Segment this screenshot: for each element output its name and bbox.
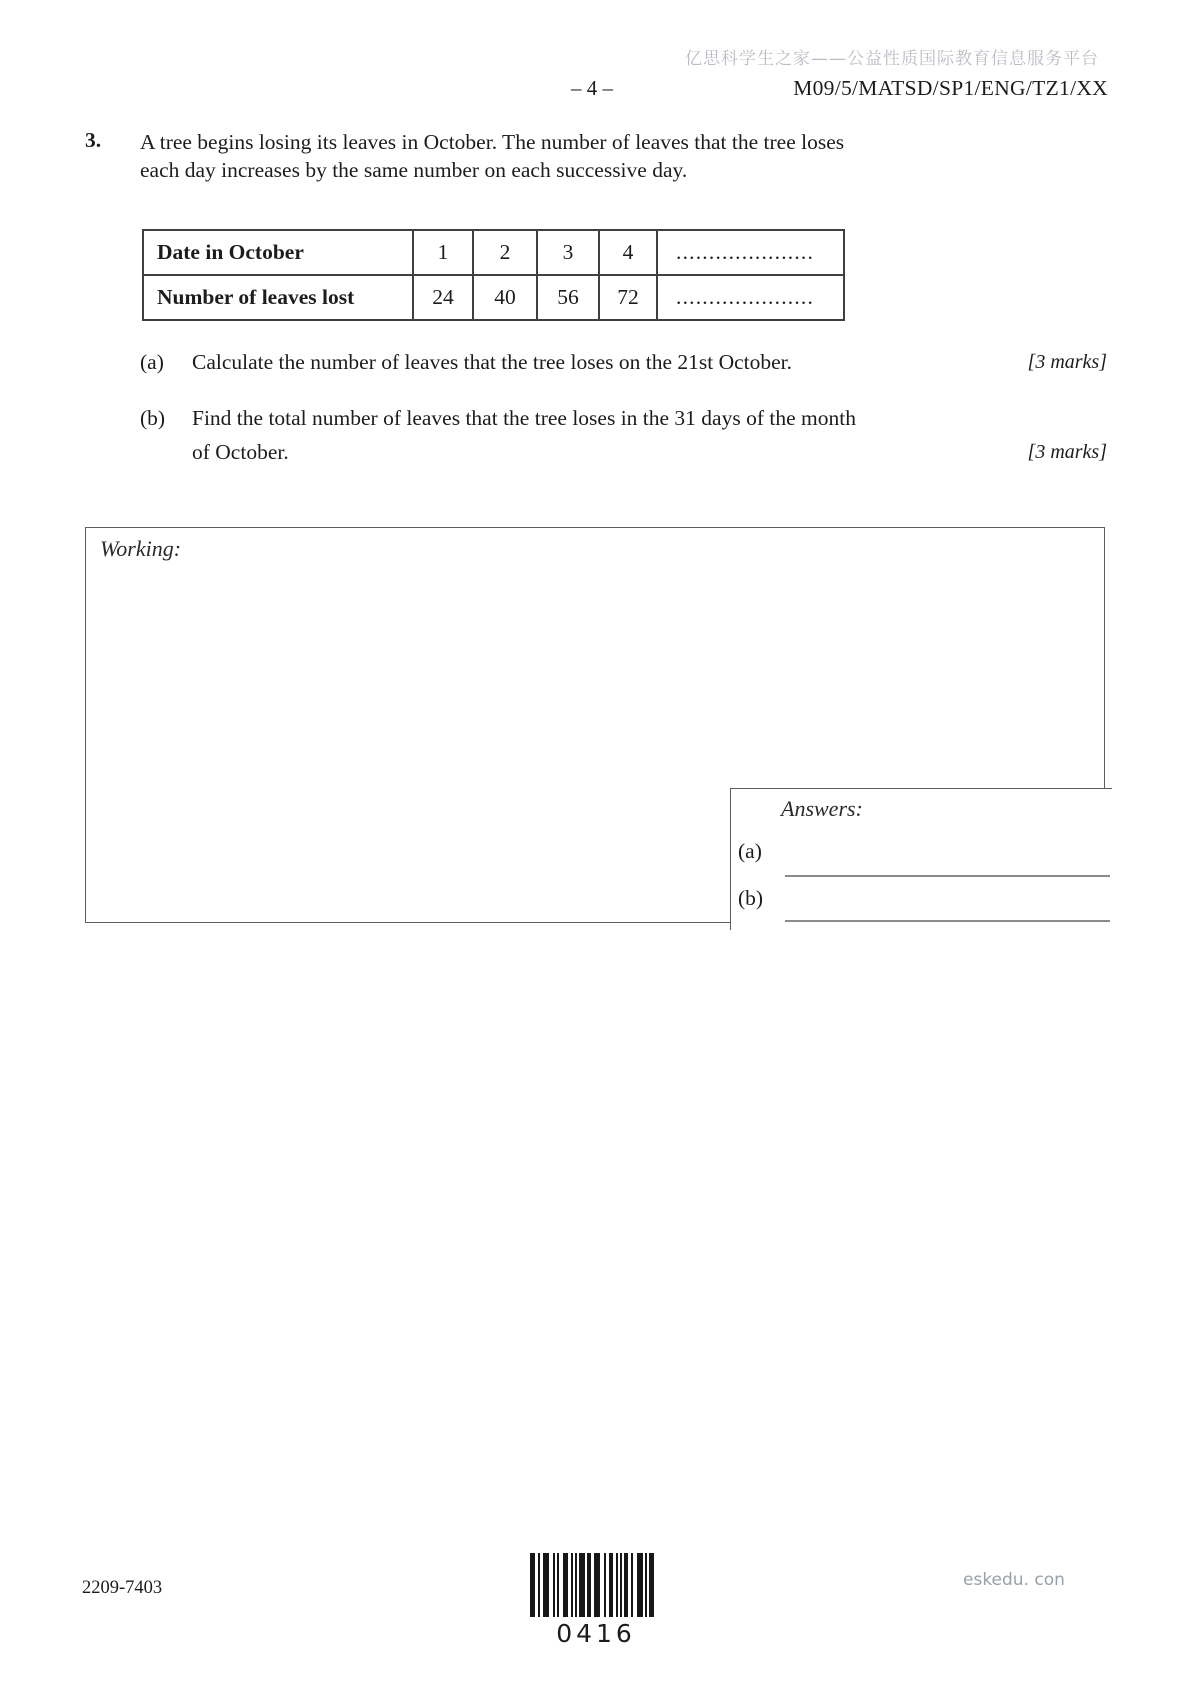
site-watermark: eskedu. con (963, 1570, 1065, 1590)
part-b-marks: [3 marks] (1027, 441, 1107, 463)
table-row (143, 275, 844, 320)
leaves-cell-1: 24 (413, 275, 473, 320)
watermark-text: 亿思科学生之家——公益性质国际教育信息服务平台 (685, 49, 1099, 69)
leaves-cell-2: 40 (473, 275, 537, 320)
answer-a-line (785, 875, 1110, 877)
paper-code: M09/5/MATSD/SP1/ENG/TZ1/XX (793, 76, 1108, 100)
date-cell-1: 1 (413, 230, 473, 275)
answers-label: Answers: (781, 796, 863, 821)
question-number: 3. (85, 128, 102, 152)
answer-a-label: (a) (738, 839, 762, 863)
part-a-text: Calculate the number of leaves that the tree loses on the 21st October. (192, 350, 793, 374)
barcode (530, 1553, 662, 1648)
date-cell-2: 2 (473, 230, 537, 275)
document-code: 2209-7403 (82, 1578, 163, 1598)
part-a-label: (a) (140, 350, 164, 374)
part-b-text-line1: Find the total number of leaves that the tree loses in the 31 days of the month (192, 406, 856, 430)
leaves-cell-3: 56 (537, 275, 599, 320)
date-cell-ellipsis: ..................... (657, 230, 844, 275)
answer-b-label: (b) (738, 886, 764, 910)
date-cell-4: 4 (599, 230, 657, 275)
row-header-leaves: Number of leaves lost (143, 275, 413, 320)
barcode-bars (530, 1553, 662, 1617)
part-a-marks: [3 marks] (1027, 351, 1107, 373)
question-stem (140, 128, 1030, 184)
leaves-table (142, 229, 845, 321)
leaves-cell-4: 72 (599, 275, 657, 320)
working-label: Working: (100, 536, 182, 561)
answer-b-line (785, 920, 1110, 922)
row-header-date: Date in October (143, 230, 413, 275)
leaves-cell-ellipsis: ..................... (657, 275, 844, 320)
question-stem-line1: A tree begins losing its leaves in October. The number of leaves that the tree loses (140, 130, 845, 154)
table-row (143, 230, 844, 275)
barcode-digits: 0416 (556, 1619, 636, 1648)
date-cell-3: 3 (537, 230, 599, 275)
part-b-label: (b) (140, 406, 166, 430)
part-b-text-line2: of October. (192, 440, 289, 464)
page-number: – 4 – (571, 76, 613, 100)
question-stem-line2: each day increases by the same number on each successive day. (140, 158, 688, 182)
